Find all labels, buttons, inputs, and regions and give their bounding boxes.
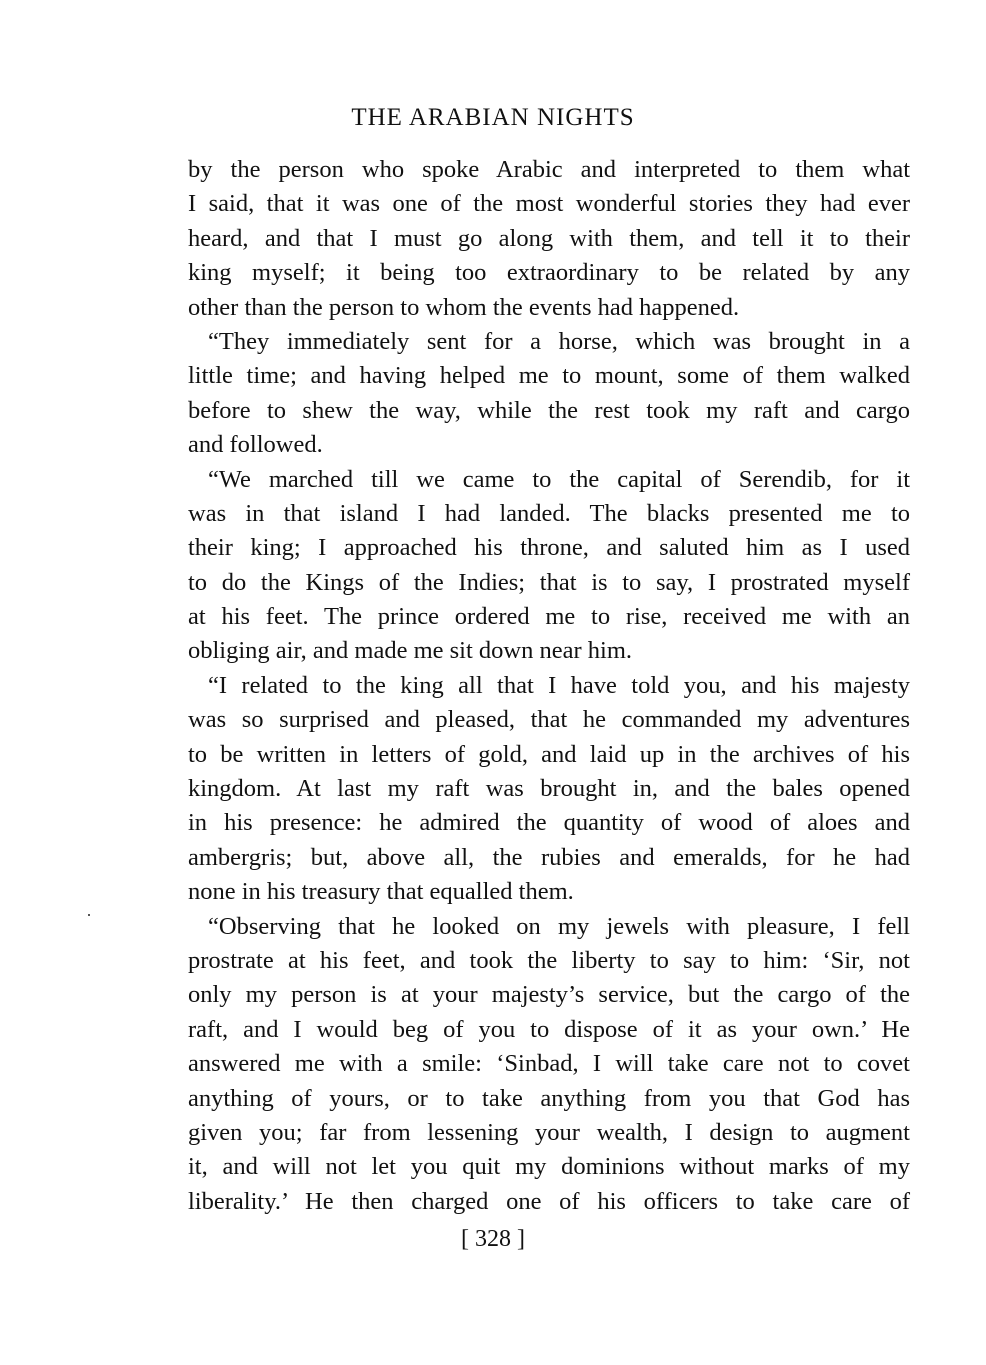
text-line: heard, and that I must go along with them, and tell it to their [188,224,910,252]
text-line: obliging air, and made me sit down near him. [188,637,633,665]
text-line: only my person is at your majesty’s service, but the cargo of the [188,981,910,1009]
text-line: little time; and having helped me to mount, some of them walked [188,362,910,390]
text-line: at his feet. The prince ordered me to rise, received me with an [188,603,910,631]
text-line: it, and will not let you quit my dominions without marks of my [188,1153,910,1181]
text-line: “We marched till we came to the capital of Serendib, for it [208,465,910,493]
text-line: ambergris; but, above all, the rubies and emeralds, for he had [188,843,910,871]
text-line: “I related to the king all that I have told you, and his majesty [208,671,910,699]
text-line: answered me with a smile: ‘Sinbad, I will take care not to covet [188,1050,910,1078]
text-line: raft, and I would beg of you to dispose of it as your own.’ He [188,1015,910,1043]
text-line: given you; far from lessening your wealth, I design to augment [188,1118,910,1146]
text-line: prostrate at his feet, and took the liberty to say to him: ‘Sir, not [188,946,910,974]
text-line: and followed. [188,431,323,459]
text-line: none in his treasury that equalled them. [188,878,574,906]
text-line: to be written in letters of gold, and laid up in the archives of his [188,740,910,768]
text-line: “Observing that he looked on my jewels with pleasure, I fell [208,912,910,940]
text-line: anything of yours, or to take anything from you that God has [188,1084,910,1112]
running-header: THE ARABIAN NIGHTS [351,104,635,131]
text-line: king myself; it being too extraordinary to be related by any [188,259,910,287]
text-line: before to shew the way, while the rest took my raft and cargo [188,396,910,424]
page-number: [ 328 ] [461,1226,525,1252]
text-line: their king; I approached his throne, and saluted him as I used [188,534,910,562]
page-body [188,153,910,1219]
text-line: “They immediately sent for a horse, which was brought in a [208,327,910,355]
text-line: to do the Kings of the Indies; that is to say, I prostrated myself [188,568,910,596]
scan-speck [88,914,90,916]
text-line: I said, that it was one of the most wonderful stories they had ever [188,190,910,218]
text-line: kingdom. At last my raft was brought in, and the bales opened [188,775,910,803]
text-line: was in that island I had landed. The blacks presented me to [188,499,910,527]
text-line: by the person who spoke Arabic and interpreted to them what [188,156,910,183]
text-line: other than the person to whom the events had happened. [188,293,740,321]
text-line: liberality.’ He then charged one of his officers to take care of [188,1187,910,1215]
text-line: was so surprised and pleased, that he commanded my adventures [188,706,910,734]
text-line: in his presence: he admired the quantity of wood of aloes and [188,809,910,837]
